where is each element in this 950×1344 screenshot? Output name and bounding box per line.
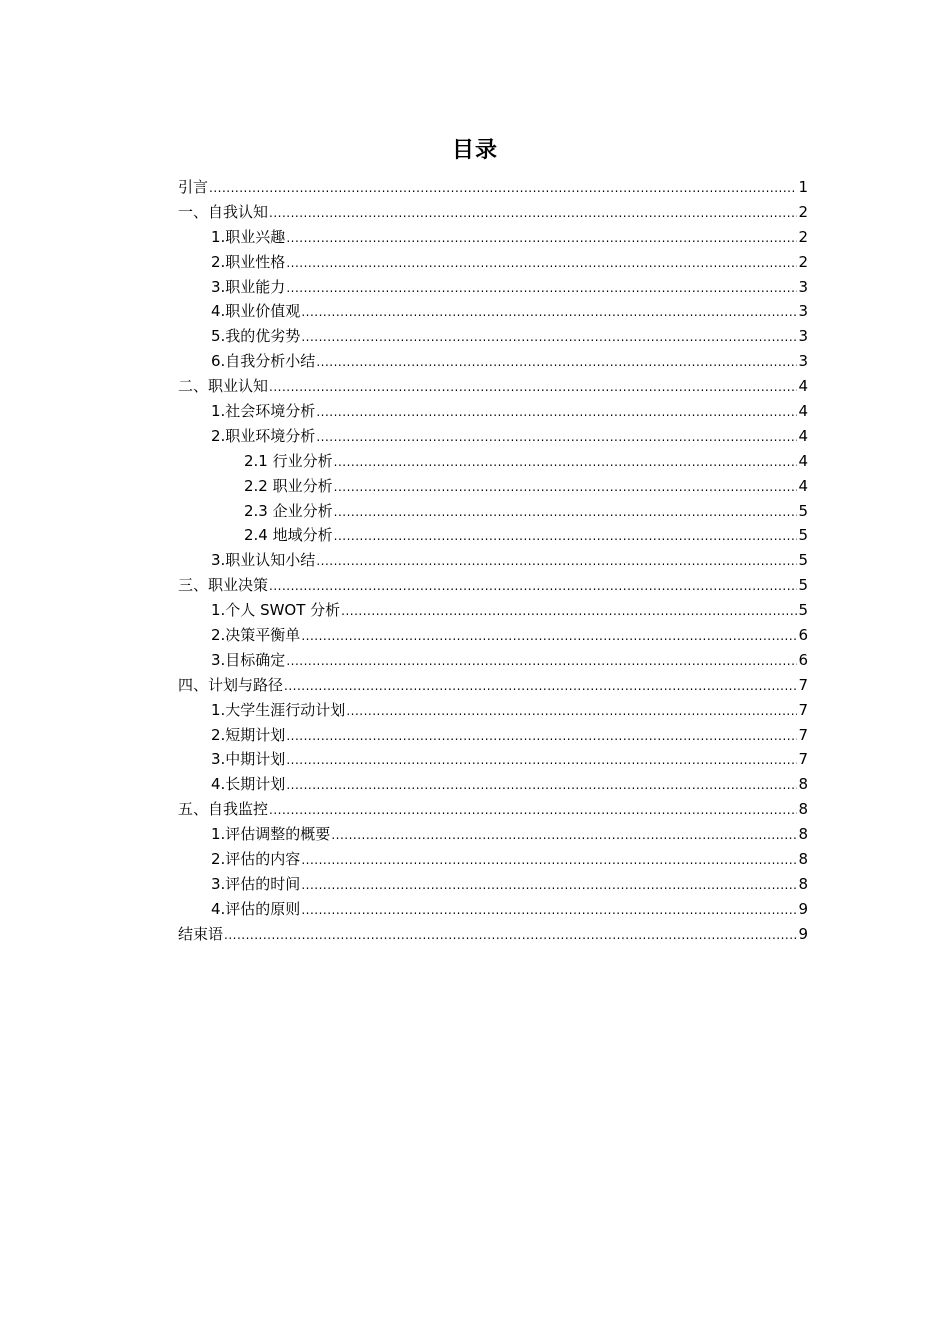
toc-entry[interactable] xyxy=(178,797,808,822)
toc-entry[interactable] xyxy=(178,324,808,349)
toc-entry-label: 3.职业能力 xyxy=(211,277,286,296)
toc-dot-leader xyxy=(269,375,797,400)
toc-entry-label: 1.职业兴趣 xyxy=(211,227,286,246)
toc-entry-label: 5.我的优劣势 xyxy=(211,327,301,346)
toc-entry-page-number: 4 xyxy=(798,451,808,470)
toc-entry[interactable] xyxy=(178,673,808,698)
toc-entry[interactable] xyxy=(178,399,808,424)
toc-entry[interactable] xyxy=(178,623,808,648)
toc-entry[interactable] xyxy=(178,772,808,797)
toc-entry-page-number: 7 xyxy=(798,750,808,769)
toc-entry-page-number: 8 xyxy=(798,800,808,819)
toc-entry-label: 五、自我监控 xyxy=(178,800,269,819)
toc-dot-leader xyxy=(346,699,797,724)
toc-dot-leader xyxy=(316,549,797,574)
toc-dot-leader xyxy=(286,276,797,301)
toc-entry[interactable] xyxy=(178,374,808,399)
toc-entry-page-number: 9 xyxy=(798,924,808,943)
toc-entry[interactable] xyxy=(178,922,808,947)
toc-dot-leader xyxy=(331,823,797,848)
toc-entry-page-number: 3 xyxy=(798,302,808,321)
toc-entry-label: 3.评估的时间 xyxy=(211,874,301,893)
toc-dot-leader xyxy=(301,624,797,649)
toc-dot-leader xyxy=(316,425,797,450)
toc-entry-page-number: 2 xyxy=(798,252,808,271)
toc-entry[interactable] xyxy=(178,872,808,897)
toc-entry[interactable] xyxy=(178,723,808,748)
toc-dot-leader xyxy=(334,524,798,549)
toc-entry-label: 2.职业环境分析 xyxy=(211,426,316,445)
toc-entry[interactable] xyxy=(178,349,808,374)
toc-entry-page-number: 8 xyxy=(798,775,808,794)
toc-entry-label: 2.职业性格 xyxy=(211,252,286,271)
toc-entry-label: 4.职业价值观 xyxy=(211,302,301,321)
toc-dot-leader xyxy=(334,500,798,525)
toc-entry[interactable] xyxy=(178,573,808,598)
toc-entry[interactable] xyxy=(178,822,808,847)
toc-entry[interactable] xyxy=(178,648,808,673)
table-of-contents xyxy=(178,175,808,947)
toc-entry-label: 4.评估的原则 xyxy=(211,899,301,918)
toc-entry-page-number: 7 xyxy=(798,675,808,694)
toc-entry[interactable] xyxy=(178,275,808,300)
toc-entry-page-number: 9 xyxy=(798,899,808,918)
toc-entry[interactable] xyxy=(178,548,808,573)
toc-entry[interactable] xyxy=(178,424,808,449)
toc-dot-leader xyxy=(286,649,797,674)
toc-entry-label: 2.评估的内容 xyxy=(211,850,301,869)
toc-dot-leader xyxy=(286,251,797,276)
toc-dot-leader xyxy=(286,724,797,749)
toc-entry-page-number: 5 xyxy=(798,551,808,570)
toc-entry-label: 二、职业认知 xyxy=(178,377,269,396)
toc-dot-leader xyxy=(301,898,797,923)
toc-entry-page-number: 5 xyxy=(798,601,808,620)
toc-entry-label: 1.个人 SWOT 分析 xyxy=(211,601,341,620)
toc-dot-leader xyxy=(301,848,797,873)
toc-entry-page-number: 4 xyxy=(798,377,808,396)
toc-entry-page-number: 7 xyxy=(798,725,808,744)
toc-dot-leader xyxy=(301,325,797,350)
toc-entry-label: 2.决策平衡单 xyxy=(211,626,301,645)
toc-dot-leader xyxy=(286,226,797,251)
toc-entry-page-number: 8 xyxy=(798,874,808,893)
toc-entry-label: 2.3 企业分析 xyxy=(244,501,333,520)
toc-entry-label: 2.短期计划 xyxy=(211,725,286,744)
toc-dot-leader xyxy=(269,574,797,599)
toc-dot-leader xyxy=(334,450,798,475)
toc-entry-label: 一、自我认知 xyxy=(178,202,269,221)
toc-entry-page-number: 6 xyxy=(798,626,808,645)
toc-entry-page-number: 5 xyxy=(798,526,808,545)
toc-dot-leader xyxy=(209,176,797,201)
toc-dot-leader xyxy=(286,748,797,773)
toc-entry[interactable] xyxy=(178,598,808,623)
toc-entry-page-number: 4 xyxy=(798,476,808,495)
toc-entry-page-number: 5 xyxy=(798,576,808,595)
toc-entry-label: 2.1 行业分析 xyxy=(244,451,333,470)
toc-entry[interactable] xyxy=(178,449,808,474)
toc-entry[interactable] xyxy=(178,698,808,723)
toc-title: 目录 xyxy=(451,138,498,163)
toc-entry[interactable] xyxy=(178,299,808,324)
toc-entry[interactable] xyxy=(178,200,808,225)
toc-entry-page-number: 3 xyxy=(798,327,808,346)
toc-entry-page-number: 8 xyxy=(798,825,808,844)
toc-entry-page-number: 6 xyxy=(798,650,808,669)
toc-entry-label: 引言 xyxy=(178,178,209,196)
toc-entry[interactable] xyxy=(178,499,808,524)
toc-entry-page-number: 2 xyxy=(798,202,808,221)
toc-entry-label: 2.2 职业分析 xyxy=(244,476,333,495)
toc-entry[interactable] xyxy=(178,847,808,872)
toc-entry-label: 6.自我分析小结 xyxy=(211,352,316,371)
toc-entry-label: 2.4 地域分析 xyxy=(244,526,333,545)
toc-dot-leader xyxy=(301,300,797,325)
toc-entry[interactable] xyxy=(178,225,808,250)
toc-entry-page-number: 3 xyxy=(798,277,808,296)
toc-entry-page-number: 5 xyxy=(798,501,808,520)
toc-dot-leader xyxy=(286,773,797,798)
toc-entry-label: 结束语 xyxy=(178,924,224,943)
toc-entry-label: 四、计划与路径 xyxy=(178,675,284,694)
toc-dot-leader xyxy=(269,201,797,226)
toc-entry[interactable] xyxy=(178,523,808,548)
toc-entry-label: 1.社会环境分析 xyxy=(211,402,316,421)
toc-entry[interactable] xyxy=(178,175,808,200)
toc-dot-leader xyxy=(334,475,798,500)
toc-entry-page-number: 2 xyxy=(798,227,808,246)
toc-entry-page-number: 4 xyxy=(798,402,808,421)
toc-dot-leader xyxy=(316,350,797,375)
toc-entry-page-number: 4 xyxy=(798,426,808,445)
toc-dot-leader xyxy=(269,798,797,823)
toc-entry-label: 1.大学生涯行动计划 xyxy=(211,700,346,719)
toc-entry-label: 3.职业认知小结 xyxy=(211,551,316,570)
toc-entry-label: 三、职业决策 xyxy=(178,576,269,595)
toc-entry[interactable] xyxy=(178,474,808,499)
toc-entry-page-number: 7 xyxy=(798,700,808,719)
toc-entry[interactable] xyxy=(178,250,808,275)
toc-dot-leader xyxy=(301,873,797,898)
toc-entry-page-number: 3 xyxy=(798,352,808,371)
toc-entry-label: 1.评估调整的概要 xyxy=(211,825,331,844)
toc-entry-page-number: 8 xyxy=(798,850,808,869)
toc-entry[interactable] xyxy=(178,747,808,772)
toc-dot-leader xyxy=(284,674,797,699)
toc-dot-leader xyxy=(224,923,797,948)
toc-entry-label: 3.中期计划 xyxy=(211,750,286,769)
toc-entry[interactable] xyxy=(178,897,808,922)
toc-dot-leader xyxy=(341,599,797,624)
toc-entry-label: 4.长期计划 xyxy=(211,775,286,794)
toc-entry-label: 3.目标确定 xyxy=(211,650,286,669)
toc-dot-leader xyxy=(316,400,797,425)
toc-entry-page-number: 1 xyxy=(798,178,808,196)
